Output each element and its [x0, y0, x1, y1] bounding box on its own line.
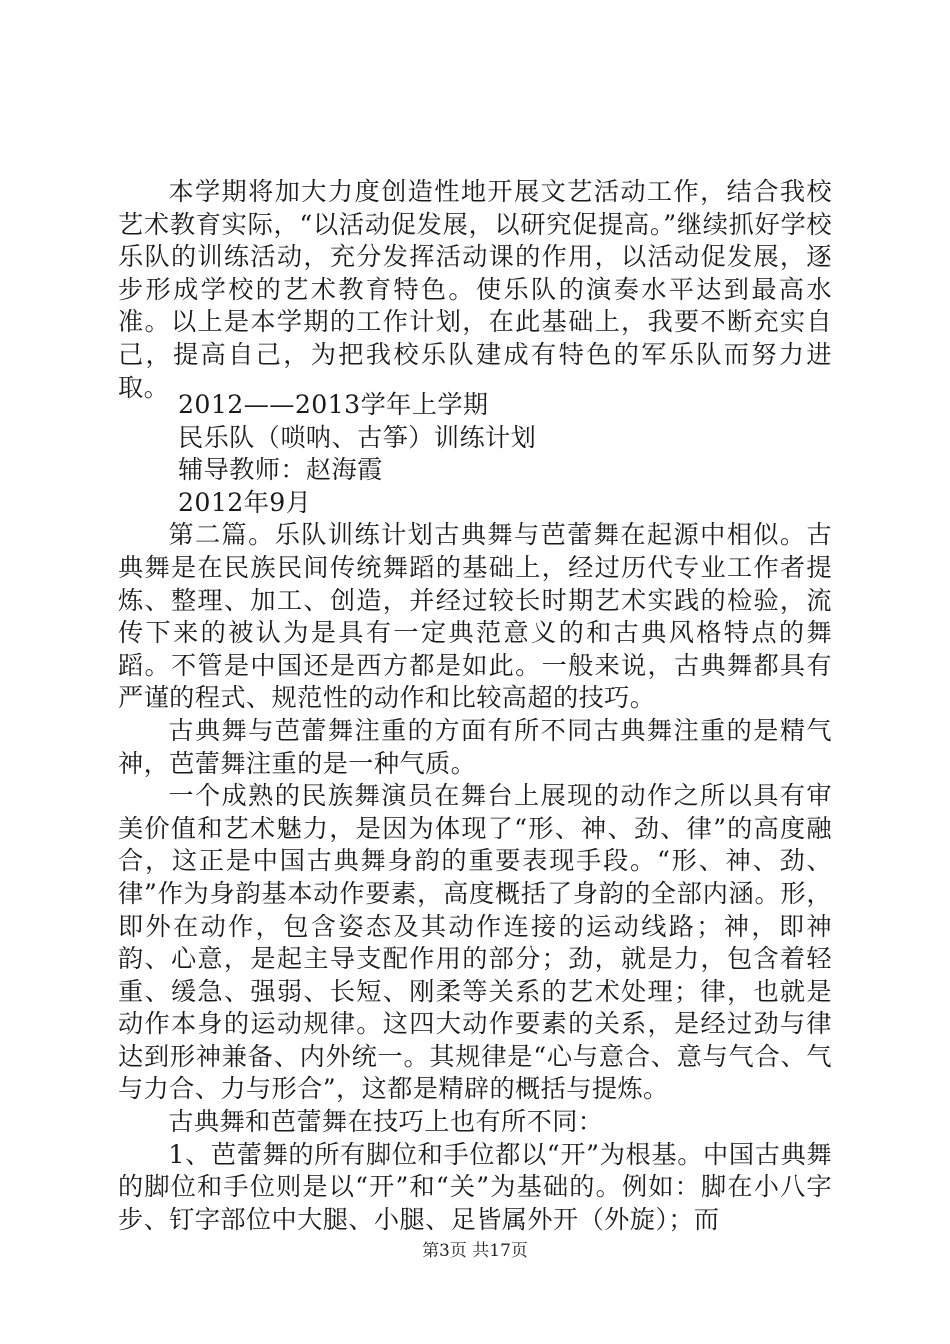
plan-title-line: 民乐队（唢呐、古筝）训练计划	[178, 422, 537, 452]
paragraph-technique-intro: 古典舞和芭蕾舞在技巧上也有所不同：	[168, 1107, 604, 1137]
paragraph-technique-1: 1、芭蕾舞的所有脚位和手位都以“开”为根基。中国古典舞的脚位和手位则是以“开”和“关”为基础的。例如：脚在小八字步、钉字部位中大腿、小腿、足皆属外开（外旋）；而	[118, 1139, 832, 1234]
paragraph-emphasis: 古典舞与芭蕾舞注重的方面有所不同古典舞注重的是精气神，芭蕾舞注重的是一种气质。	[118, 715, 832, 778]
intro-section	[118, 176, 832, 404]
intro-paragraph: 本学期将加大力度创造性地开展文艺活动工作，结合我校艺术教育实际，“以活动促发展，以研究促提高。”继续抓好学校乐队的训练活动，充分发挥活动课的作用，以活动促发展，逐步形成学校的艺术教育特色。使乐队的演奏水平达到最高水准。以上是本学期的工作计划，在此基础上，我要不断充实自己，提高自己，为把我校乐队建成有特色的军乐队而努力进取。	[118, 177, 832, 402]
paragraph-origin: 第二篇。乐队训练计划古典舞与芭蕾舞在起源中相似。古典舞是在民族民间传统舞蹈的基础上，经过历代专业工作者提炼、整理、加工、创造，并经过较长时期艺术实践的检验，流传下来的被认为是具有一定典范意义的和古典风格特点的舞蹈。不管是中国还是西方都是如此。一般来说，古典舞都具有严谨的程式、规范性的动作和比较高超的技巧。	[118, 520, 832, 713]
paragraph-shenyun: 一个成熟的民族舞演员在舞台上展现的动作之所以具有审美价值和艺术魅力，是因为体现了“形、神、劲、律”的高度融合，这正是中国古典舞身韵的重要表现手段。“形、神、劲、律”作为身韵基本动作要素，高度概括了身韵的全部内涵。形，即外在动作，包含姿态及其动作连接的运动线路；神，即神韵、心意，是起主导支配作用的部分；劲，就是力，包含着轻重、缓急、强弱、长短、刚柔等关系的艺术处理；律，也就是动作本身的运动规律。这四大动作要素的关系，是经过劲与律达到形神兼备、内外统一。其规律是“心与意合、意与气合、气与力合、力与形合”，这都是精辟的概括与提炼。	[118, 781, 832, 1104]
main-section	[118, 389, 832, 1236]
term-line: 2012——2013学年上学期	[178, 390, 489, 419]
date-line: 2012年9月	[178, 487, 312, 517]
page-footer: 第3页 共17页	[422, 1241, 528, 1261]
teacher-line: 辅导教师：赵海霞	[178, 455, 383, 485]
